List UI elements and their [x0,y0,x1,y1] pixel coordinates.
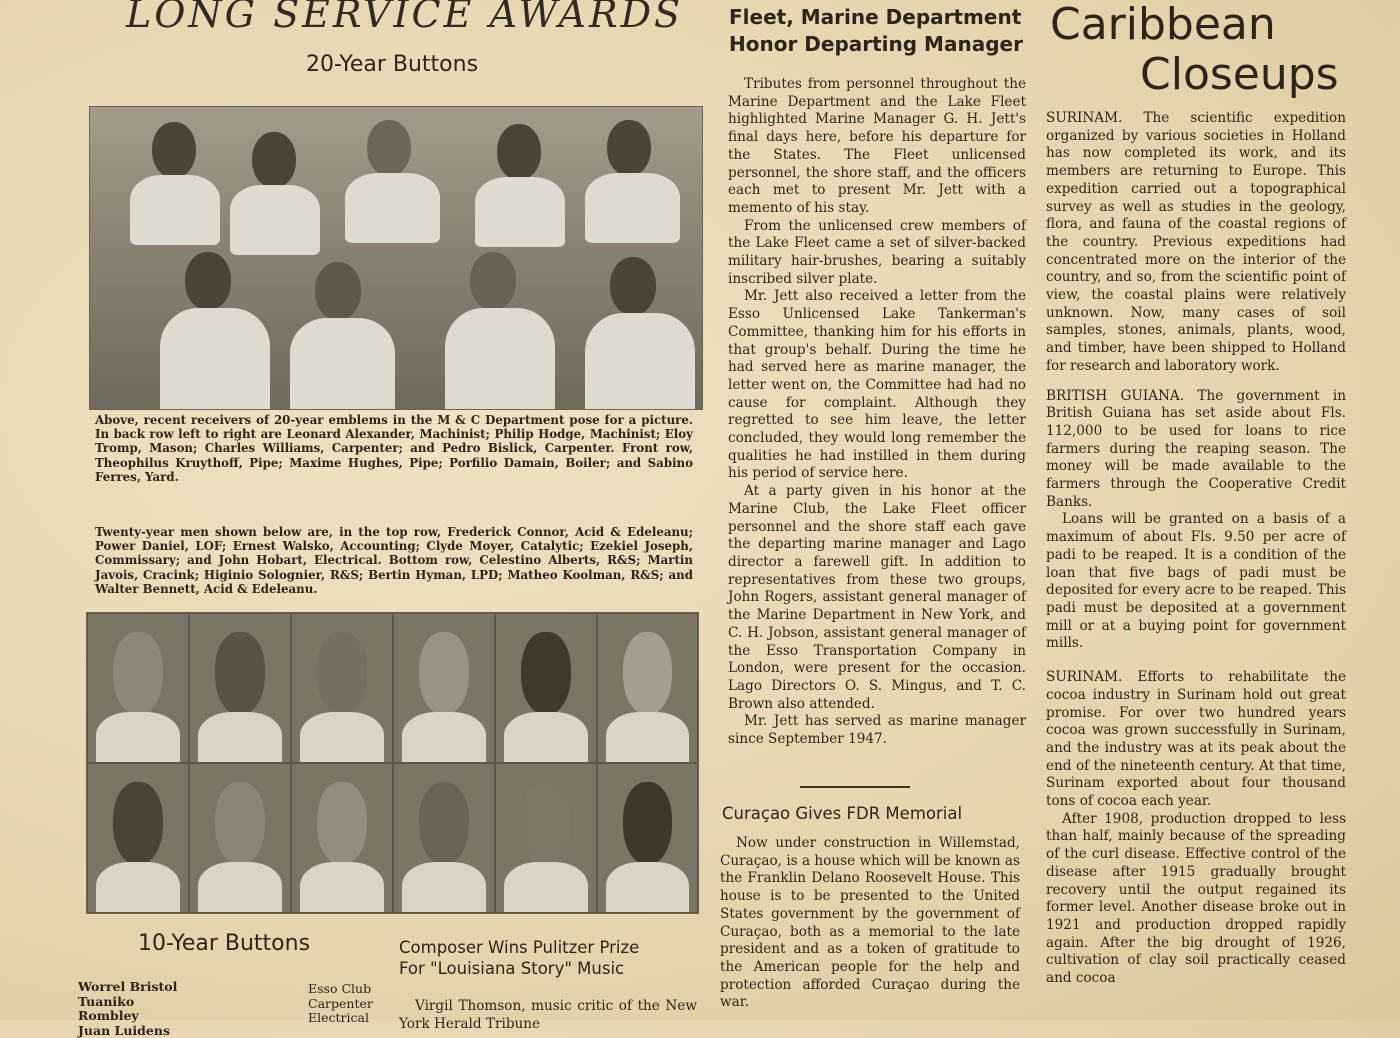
pulitzer-headline [399,937,639,979]
caribbean-item [1046,811,1346,988]
headshot [291,763,393,913]
caribbean-column [1046,110,1346,988]
caribbean-item [1046,511,1346,653]
region-lead: BRITISH GUIANA. [1046,388,1184,404]
caribbean-item-text: After 1908, production dropped to less than half, mainly because of the spreading of the curl disease. Effective control of the disease after 1915 gradually brought recovery until the output regained its former level. Another disease broke out in 1921 and production dropped rapidly again. After the big drought of 1926, cultivation of clay soil practically ceased and cocoa [1046,811,1346,986]
fdr-paragraph: Now under construction in Willemstad, Curaçao, is a house which will be known as the Franklin Delano Roosevelt House. This house is to be presented to the United States government by the government of Curaçao, both as a memorial to the late president and as a token of gratitude to the American people for the help and protection afforded Curaçao during the war. [720,835,1020,1012]
caribbean-item [1046,388,1346,512]
pulitzer-paragraph: Virgil Thomson, music critic of the New York Herald Tribune [399,998,697,1033]
fleet-paragraph: At a party given in his honor at the Marine Club, the Lake Fleet officer personnel and the shore staff each gave the departing marine manager and Lago director a farewell gift. In addition to representatives from these two groups, John Rogers, assistant general manager of the Marine Department in New York, and C. H. Jobson, assistant general manager of the Esso Transportation Company in London, were present for the occasion. Lago Directors O. S. Mingus, and T. C. Brown also attended. [728,483,1026,713]
pulitzer-body [399,998,697,1033]
headshot [495,613,597,763]
fdr-headline: Curaçao Gives FDR Memorial [722,804,962,823]
pulitzer-headline-line1: Composer Wins Pulitzer Prize [399,937,639,958]
caribbean-title-line2: Closeups [1140,50,1339,100]
headshot [495,763,597,913]
fleet-article-body [728,76,1026,749]
fleet-paragraph: Mr. Jett has served as marine manager since September 1947. [728,713,1026,748]
headshot [393,613,495,763]
fleet-paragraph: Mr. Jett also received a letter from the Esso Unlicensed Lake Tankerman's Committee, thanking him for his efforts in that group's behalf. During the time he had served here as marine manager, the letter went on, the Committee had had no cause for complaint. Although they regretted to see him leave, the letter concluded, they would long remember the qualities he had instilled in them during his period of service here. [728,288,1026,483]
long-service-headline: LONG SERVICE AWARDS [126,0,683,36]
fleet-paragraph: From the unlicensed crew members of the Lake Fleet came a set of silver-backed military hair-brushes, bearing a suitably inscribed silver plate. [728,218,1026,289]
article-divider [800,786,910,788]
fleet-paragraph: Tributes from personnel throughout the Marine Department and the Lake Fleet highlighted Marine Manager G. H. Jett's final days here, before his departure for the States. The Fleet unlicensed personnel, the shore staff, and the officers each met to present Mr. Jett with a memento of his stay. [728,76,1026,218]
caribbean-item-text: Efforts to rehabilitate the cocoa industry in Surinam hold out great promise. For over two hundred years cocoa was grown successfully in Surinam, and the industry was at its peak about the end of the nineteenth century. At that time, Surinam exported about four thousand tons of cocoa each year. [1046,669,1346,809]
group-photo-20-year [89,106,703,410]
headshot [597,613,698,763]
list-item: Esso Club [308,982,398,997]
ten-year-depts [308,982,398,1026]
fdr-article-body [720,835,1020,1012]
ten-year-subhead: 10-Year Buttons [138,931,310,956]
list-item: Tuaniko Rombley [78,995,198,1024]
ten-year-names [78,980,198,1038]
headshot [291,613,393,763]
headshots-grid-20-year [86,612,699,914]
caribbean-title-line1: Caribbean [1050,0,1276,50]
region-lead: SURINAM. [1046,110,1122,126]
fleet-headline-line1: Fleet, Marine Department [729,4,1023,31]
headshot [597,763,698,913]
list-item: Electrical [308,1011,398,1026]
list-item: Juan Luidens [78,1024,198,1038]
twenty-year-subhead: 20-Year Buttons [306,52,478,77]
headshot [393,763,495,913]
headshot [87,763,189,913]
headshot [189,613,291,763]
caribbean-item [1046,110,1346,376]
headshot [189,763,291,913]
fleet-headline-line2: Honor Departing Manager [729,31,1023,58]
region-lead: SURINAM. [1046,669,1122,685]
caribbean-item-text: The government in British Guiana has set aside about Fls. 112,000 to be used for loans to rice farmers during the reaping season. The money will be made available to the farmers through the Cooperative Credit Banks. [1046,388,1346,510]
list-item: Worrel Bristol [78,980,198,995]
caribbean-item [1046,669,1346,811]
photo1-caption: Above, recent receivers of 20-year emblems in the M & C Department pose for a picture. In back row left to right are Leonard Alexander, Machinist; Philip Hodge, Machinist; Eloy Tromp, Mason; Charles Williams, Carpenter; and Pedro Bislick, Carpenter. Front row, Theophilus Kruythoff, Pipe; Maxime Hughes, Pipe; Porfilio Damain, Boiler; and Sabino Ferres, Yard. [95,413,693,484]
caribbean-item-text: The scientific expedition organized by various societies in Holland has now completed its work, and its members are returning to Europe. This expedition carried out a topographical survey as well as studies in the geology, flora, and fauna of the coastal regions of the country. Previous expeditions had concentrated more on the interior of the country, and so, from the scientific point of view, the coastal plains were relatively unknown. Now, many cases of soil samples, stones, animals, plants, wood, and timber, have been shipped to Holland for research and laboratory work. [1046,110,1346,374]
headshot [87,613,189,763]
fleet-headline [729,4,1023,58]
pulitzer-headline-line2: For "Louisiana Story" Music [399,958,639,979]
caribbean-item-text: Loans will be granted on a basis of a maximum of about Fls. 9.50 per acre of padi to be reaped. It is a condition of the loan that five bags of padi must be deposited for every acre to be reaped. This padi must be deposited at a government mill or at a buying point for government mills. [1046,511,1346,651]
photo2-caption: Twenty-year men shown below are, in the top row, Frederick Connor, Acid & Edeleanu; Power Daniel, LOF; Ernest Walsko, Accounting; Clyde Moyer, Catalytic; Ezekiel Joseph, Commissary; and John Hobart, Electrical. Bottom row, Celestino Alberts, R&S; Martin Javois, Cracink; Higinio Solognier, R&S; Bertin Hyman, LPD; Matheo Koolman, R&S; and Walter Bennett, Acid & Edeleanu. [95,525,693,596]
list-item: Carpenter [308,997,398,1012]
